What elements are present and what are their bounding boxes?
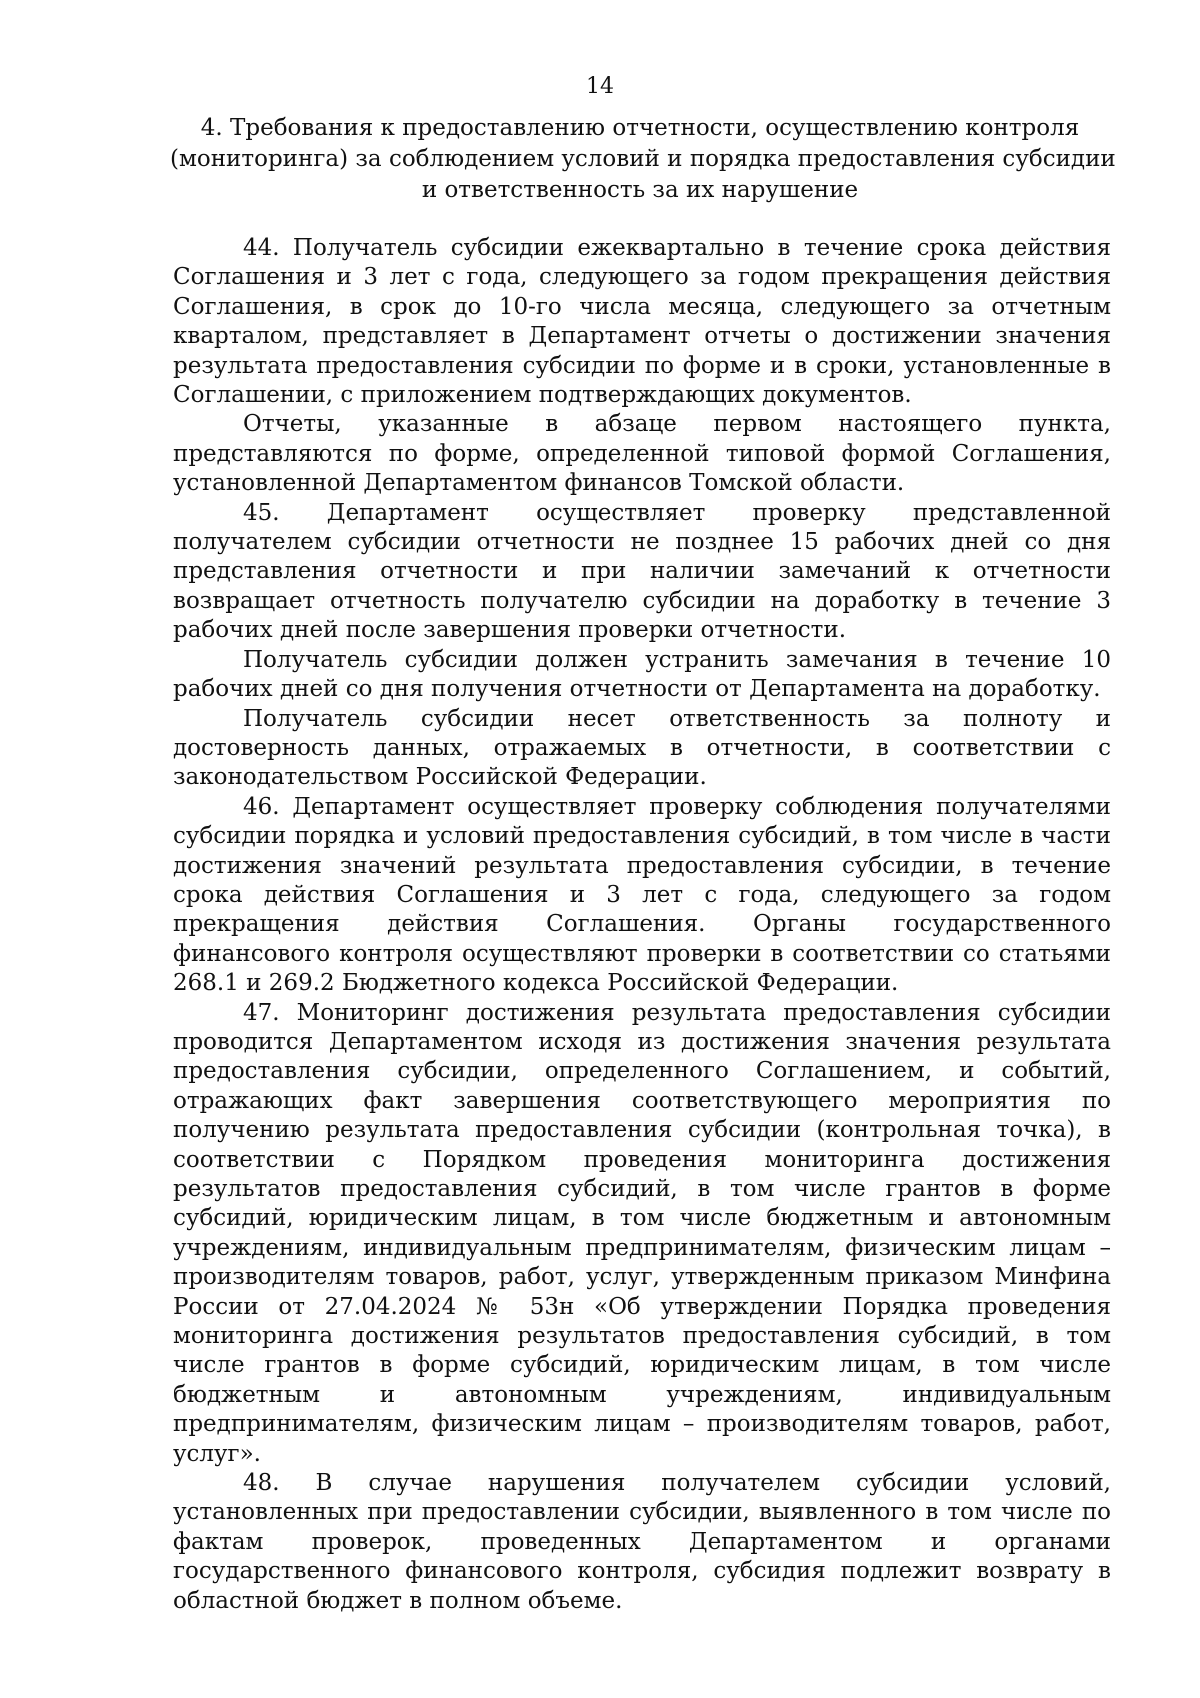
paragraph-47: 47. Мониторинг достижения результата предоставления субсидии проводится Департаментом исходя из достижения значения результата предоставления субсидии, определенного Соглашением, и событий, отражающих факт завершения соответствующего мероприятия по получению результата предоставления субсидии (контрольная точка), в соответствии с Порядком проведения мониторинга достижения результатов предоставления субсидий, в том числе грантов в форме субсидий, юридическим лицам, в том числе бюджетным и автономным учреждениям, индивидуальным предпринимателям, физическим лицам – производителям товаров, работ, услуг, утвержденным приказом Минфина России от 27.04.2024 № 53н «Об утверждении Порядка проведения мониторинга достижения результатов предоставления субсидий, в том числе грантов в форме субсидий, юридическим лицам, в том числе бюджетным и автономным учреждениям, индивидуальным предпринимателям, физическим лицам – производителям товаров, работ, услуг». (173, 999, 1111, 1467)
paragraph-45: 45. Департамент осуществляет проверку представленной получателем субсидии отчетности не позднее 15 рабочих дней со дня представления отчетности и при наличии замечаний к отчетности возвращает отчетность получателю субсидии на доработку в течение 3 рабочих дней после завершения проверки отчетности. (173, 499, 1111, 644)
paragraph-48: 48. В случае нарушения получателем субсидии условий, установленных при предоставлении субсидии, выявленного в том числе по фактам проверок, проведенных Департаментом и органами государственного финансового контроля, субсидия подлежит возврату в областной бюджет в полном объеме. (173, 1470, 1111, 1614)
section-heading (170, 113, 1116, 206)
section-heading-line: и ответственность за их нарушение (421, 177, 859, 203)
paragraph-46: 46. Департамент осуществляет проверку соблюдения получателями субсидии порядка и условий предоставления субсидий, в том числе в части достижения значений результата предоставления субсидии, в течение срока действия Соглашения и 3 лет с года, следующего за годом прекращения действия Соглашения. Органы государственного финансового контроля осуществляют проверки в соответствии со статьями 268.1 и 269.2 Бюджетного кодекса Российской Федерации. (173, 793, 1111, 997)
page-number: 14 (586, 74, 614, 99)
section-heading-line: 4. Требования к предоставлению отчетности, осуществлению контроля (200, 115, 1080, 141)
paragraph-44-reports-form: Отчеты, указанные в абзаце первом настоящего пункта, представляются по форме, определенной типовой формой Соглашения, установленной Департаментом финансов Томской области. (173, 411, 1111, 497)
paragraph-45-remarks: Получатель субсидии должен устранить замечания в течение 10 рабочих дней со дня получения отчетности от Департамента на доработку. (173, 646, 1111, 703)
paragraph-44: 44. Получатель субсидии ежеквартально в течение срока действия Соглашения и 3 лет с года, следующего за годом прекращения действия Соглашения, в срок до 10-го числа месяца, следующего за отчетным кварталом, представляет в Департамент отчеты о достижении значения результата предоставления субсидии по форме и в сроки, установленные в Соглашении, с приложением подтверждающих документов. (173, 235, 1111, 409)
paragraph-45-responsibility: Получатель субсидии несет ответственность за полноту и достоверность данных, отражаемых в отчетности, в соответствии с законодательством Российской Федерации. (173, 705, 1111, 791)
section-heading-line: (мониторинга) за соблюдением условий и порядка предоставления субсидии (170, 146, 1116, 172)
document-body (173, 234, 1111, 1616)
